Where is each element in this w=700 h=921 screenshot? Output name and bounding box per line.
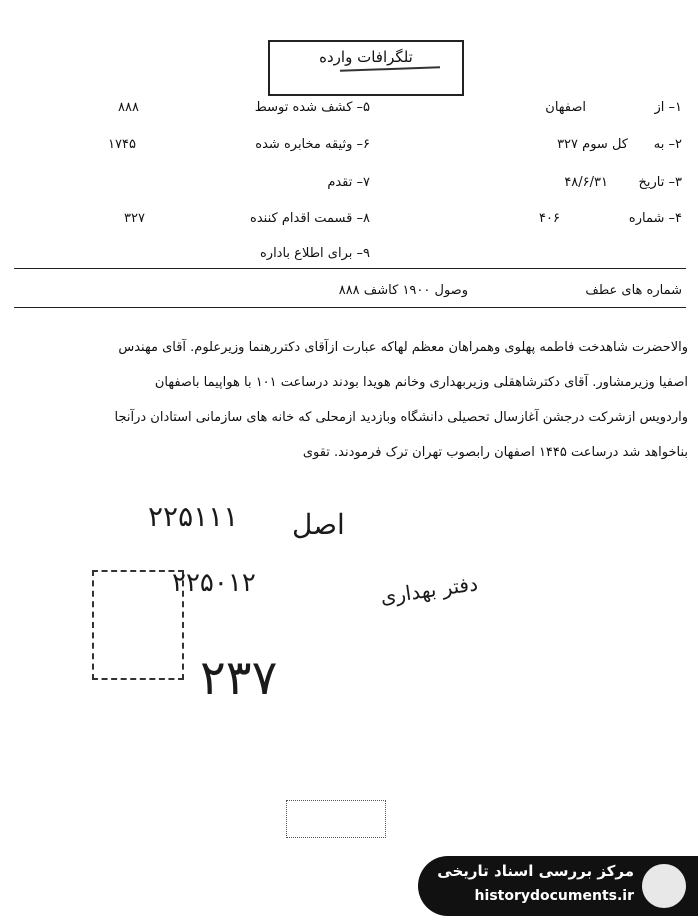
body-line: اصفیا وزیرمشاور. آقای دکترشاهقلی وزیربهداری وخانم هویدا بودند درساعت ۱۰۱ با هواپیما باصفهان bbox=[154, 375, 688, 390]
receipt-line: وصول ۱۹۰۰ کاشف ۸۸۸ bbox=[338, 283, 468, 298]
field-decoded-label: ۵– کشف شده توسط bbox=[254, 100, 370, 115]
field-to-label: ۲– به bbox=[653, 137, 682, 152]
watermark-name: مرکز بررسی اسناد تاریخی bbox=[437, 862, 634, 880]
field-decoded-value: ۸۸۸ bbox=[118, 100, 139, 115]
field-priority-label: ۷– تقدم bbox=[327, 175, 370, 190]
field-date-value: ۴۸/۶/۳۱ bbox=[564, 175, 608, 190]
field-info-label: ۹– برای اطلاع باداره bbox=[259, 246, 370, 261]
telegram-body bbox=[18, 330, 688, 470]
handwritten-note: دفتر بهداری bbox=[378, 571, 480, 609]
field-date-label: ۳– تاریخ bbox=[638, 175, 682, 190]
field-number-value: ۴۰۶ bbox=[539, 211, 560, 226]
separator-line-1 bbox=[14, 268, 686, 269]
faded-bottom-stamp bbox=[286, 800, 386, 838]
field-number-label: ۴– شماره bbox=[628, 211, 682, 226]
body-line: بناخواهد شد درساعت ۱۴۴۵ اصفهان رابصوب تهران ترک فرمودند. تقوی bbox=[302, 445, 688, 460]
field-action-value: ۳۲۷ bbox=[124, 211, 145, 226]
field-document-label: ۶– وثیقه مخابره شده bbox=[255, 137, 370, 152]
handwritten-word-original: اصل bbox=[292, 508, 345, 541]
stamp-title: تلگرافات وارده bbox=[319, 48, 413, 66]
archive-watermark bbox=[418, 856, 698, 916]
handwritten-number-2: ۲۲۵۰۱۲ bbox=[172, 568, 256, 598]
field-action-label: ۸– قسمت اقدام کننده bbox=[250, 211, 370, 226]
body-line: والاحضرت شاهدخت فاطمه پهلوی وهمراهان معظم لهاکه عبارت ازآقای دکتررهنما وزیرعلوم. آقای مهندس bbox=[118, 340, 688, 355]
archive-logo-icon bbox=[642, 864, 686, 908]
body-line: واردویس ازشرکت درجشن آغازسال تحصیلی دانشگاه وبازدید ازمحلی که خانه های سازمانی استادان درآنجا bbox=[114, 410, 688, 425]
field-document-value: ۱۷۴۵ bbox=[108, 137, 136, 152]
stamp-strike bbox=[340, 66, 440, 71]
field-to-value: کل سوم ۳۲۷ bbox=[557, 137, 628, 152]
field-from-label: ۱– از bbox=[654, 100, 682, 115]
separator-line-2 bbox=[14, 307, 686, 308]
refs-label: شماره های عطف bbox=[585, 283, 682, 298]
handwritten-number-1: ۲۲۵۱۱۱ bbox=[148, 500, 239, 533]
handwritten-number-3: ۲۳۷ bbox=[200, 650, 278, 706]
incoming-telegrams-stamp bbox=[268, 40, 464, 96]
field-from-value: اصفهان bbox=[545, 100, 586, 115]
side-receipt-stamp bbox=[92, 570, 184, 680]
watermark-url: historydocuments.ir bbox=[474, 888, 634, 904]
